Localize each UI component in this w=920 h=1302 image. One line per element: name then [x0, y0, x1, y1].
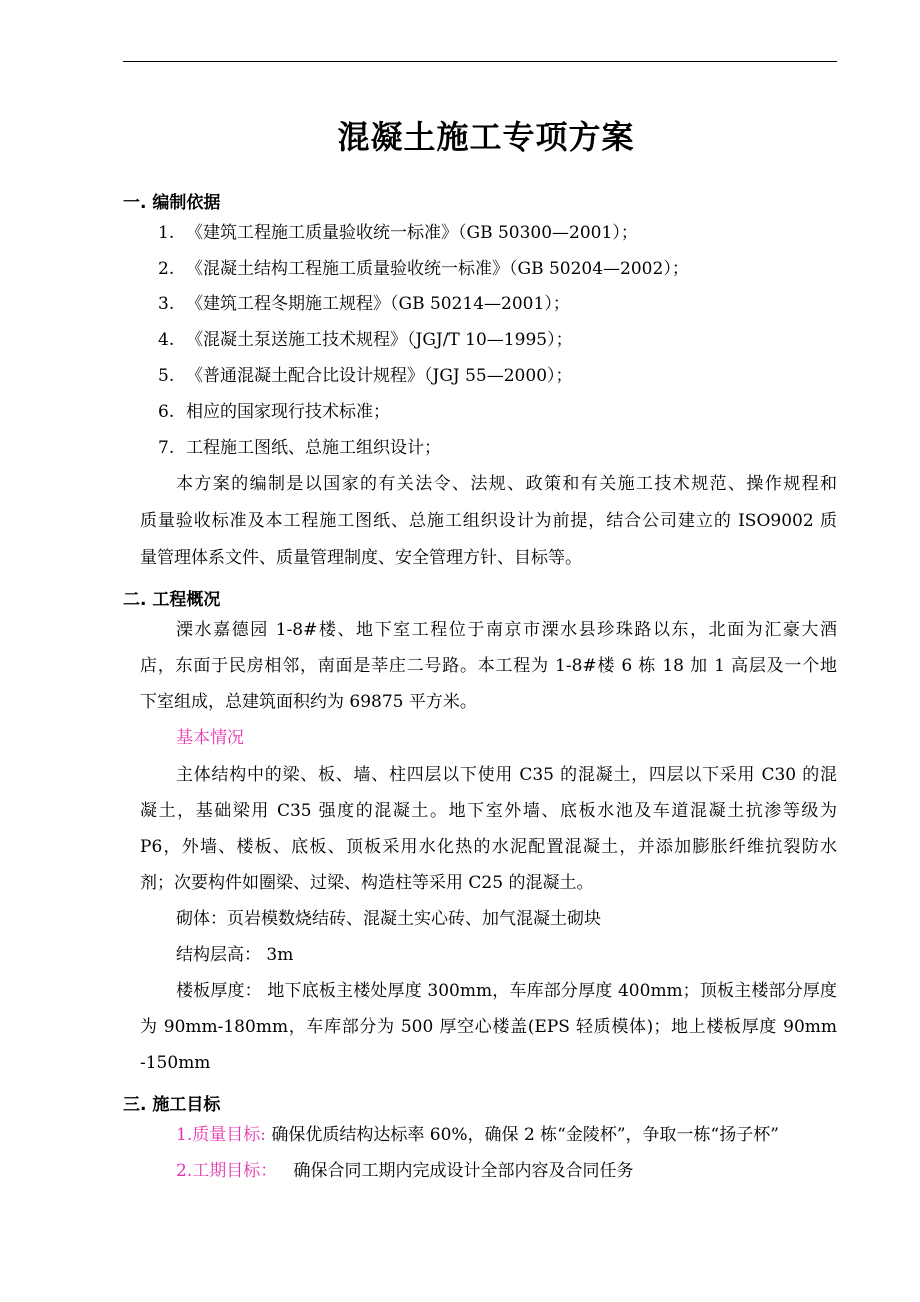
list-item: [158, 363, 573, 389]
goal-label: 2.工期目标：: [176, 1161, 278, 1181]
page-title: 混凝土施工专项方案: [337, 118, 635, 156]
section-heading-1: 一. 编制依据: [123, 193, 221, 213]
paragraph-line: 楼板厚度： 地下底板主楼处厚度 300mm，车库部分厚度 400mm；顶板主楼部分厚度: [176, 981, 837, 1001]
goal-text: 确保合同工期内完成设计全部内容及合同任务: [277, 1161, 634, 1181]
list-item-number: 6.: [158, 402, 175, 422]
paragraph-line: 质量验收标准及本工程施工图纸、总施工组织设计为前提，结合公司建立的 ISO9002 质: [140, 511, 837, 531]
list-item-number: 1.: [158, 223, 175, 243]
list-item-number: 3.: [158, 294, 175, 314]
list-item-number: 5.: [158, 366, 175, 386]
list-item-text: 《普通混凝土配合比设计规程》（JGJ 55—2000）；: [186, 366, 573, 386]
subheading-basic-info: 基本情况: [176, 728, 244, 748]
goal-text: 确保优质结构达标率 60%，确保 2 栋“金陵杯”，争取一栋“扬子杯”: [265, 1125, 779, 1145]
list-item-text: 工程施工图纸、总施工组织设计；: [186, 438, 441, 458]
list-item-text: 《混凝土泵送施工技术规程》（JGJ/T 10—1995）；: [186, 330, 573, 350]
paragraph-line: 店，东面于民房相邻，南面是莘庄二号路。本工程为 1-8#楼 6 栋 18 加 1 高层及一个地: [140, 656, 837, 676]
list-item-text: 《建筑工程施工质量验收统一标准》（GB 50300—2001）；: [186, 223, 638, 243]
paragraph-line: 本方案的编制是以国家的有关法令、法规、政策和有关施工技术规范、操作规程和: [176, 474, 837, 494]
list-item: [158, 291, 570, 317]
paragraph-line: 溧水嘉德园 1-8#楼、地下室工程位于南京市溧水县珍珠路以东，北面为汇豪大酒: [176, 620, 837, 640]
list-item-number: 4.: [158, 330, 175, 350]
paragraph-line: 剂；次要构件如圈梁、过梁、构造柱等采用 C25 的混凝土。: [140, 873, 594, 893]
section-heading-2: 二. 工程概况: [123, 590, 221, 610]
paragraph-line: 砌体：页岩模数烧结砖、混凝土实心砖、加气混凝土砌块: [176, 909, 601, 929]
list-item: [158, 327, 573, 353]
section-heading-3: 三. 施工目标: [123, 1095, 221, 1115]
list-item-number: 7.: [158, 438, 175, 458]
paragraph-line: 主体结构中的梁、板、墙、柱四层以下使用 C35 的混凝土，四层以下采用 C30 的混: [176, 765, 837, 785]
list-item: [158, 220, 638, 246]
list-item-text: 《混凝土结构工程施工质量验收统一标准》（GB 50204—2002）；: [186, 259, 689, 279]
top-rule: [123, 61, 837, 62]
list-item-number: 2.: [158, 259, 175, 279]
list-item: [158, 256, 689, 282]
paragraph-line: P6，外墙、楼板、底板、顶板采用水化热的水泥配置混凝土，并添加膨胀纤维抗裂防水: [140, 837, 837, 857]
paragraph-line: 为 90mm-180mm，车库部分为 500 厚空心楼盖(EPS 轻质模体)；地上楼板厚度 90mm: [140, 1017, 837, 1037]
list-item-text: 《建筑工程冬期施工规程》（GB 50214—2001）；: [186, 294, 570, 314]
goal-line: [176, 1158, 633, 1184]
goal-line: [176, 1122, 779, 1148]
paragraph-line: 下室组成，总建筑面积约为 69875 平方米。: [140, 692, 477, 712]
list-item: [158, 399, 390, 425]
list-item: [158, 435, 441, 461]
paragraph-line: 结构层高： 3m: [176, 945, 294, 965]
paragraph-line: 凝土，基础梁用 C35 强度的混凝土。地下室外墙、底板水池及车道混凝土抗渗等级为: [140, 801, 837, 821]
paragraph-line: 量管理体系文件、质量管理制度、安全管理方针、目标等。: [140, 548, 582, 568]
paragraph-line: -150mm: [140, 1053, 211, 1073]
goal-label: 1.质量目标:: [176, 1125, 266, 1145]
list-item-text: 相应的国家现行技术标准；: [186, 402, 390, 422]
